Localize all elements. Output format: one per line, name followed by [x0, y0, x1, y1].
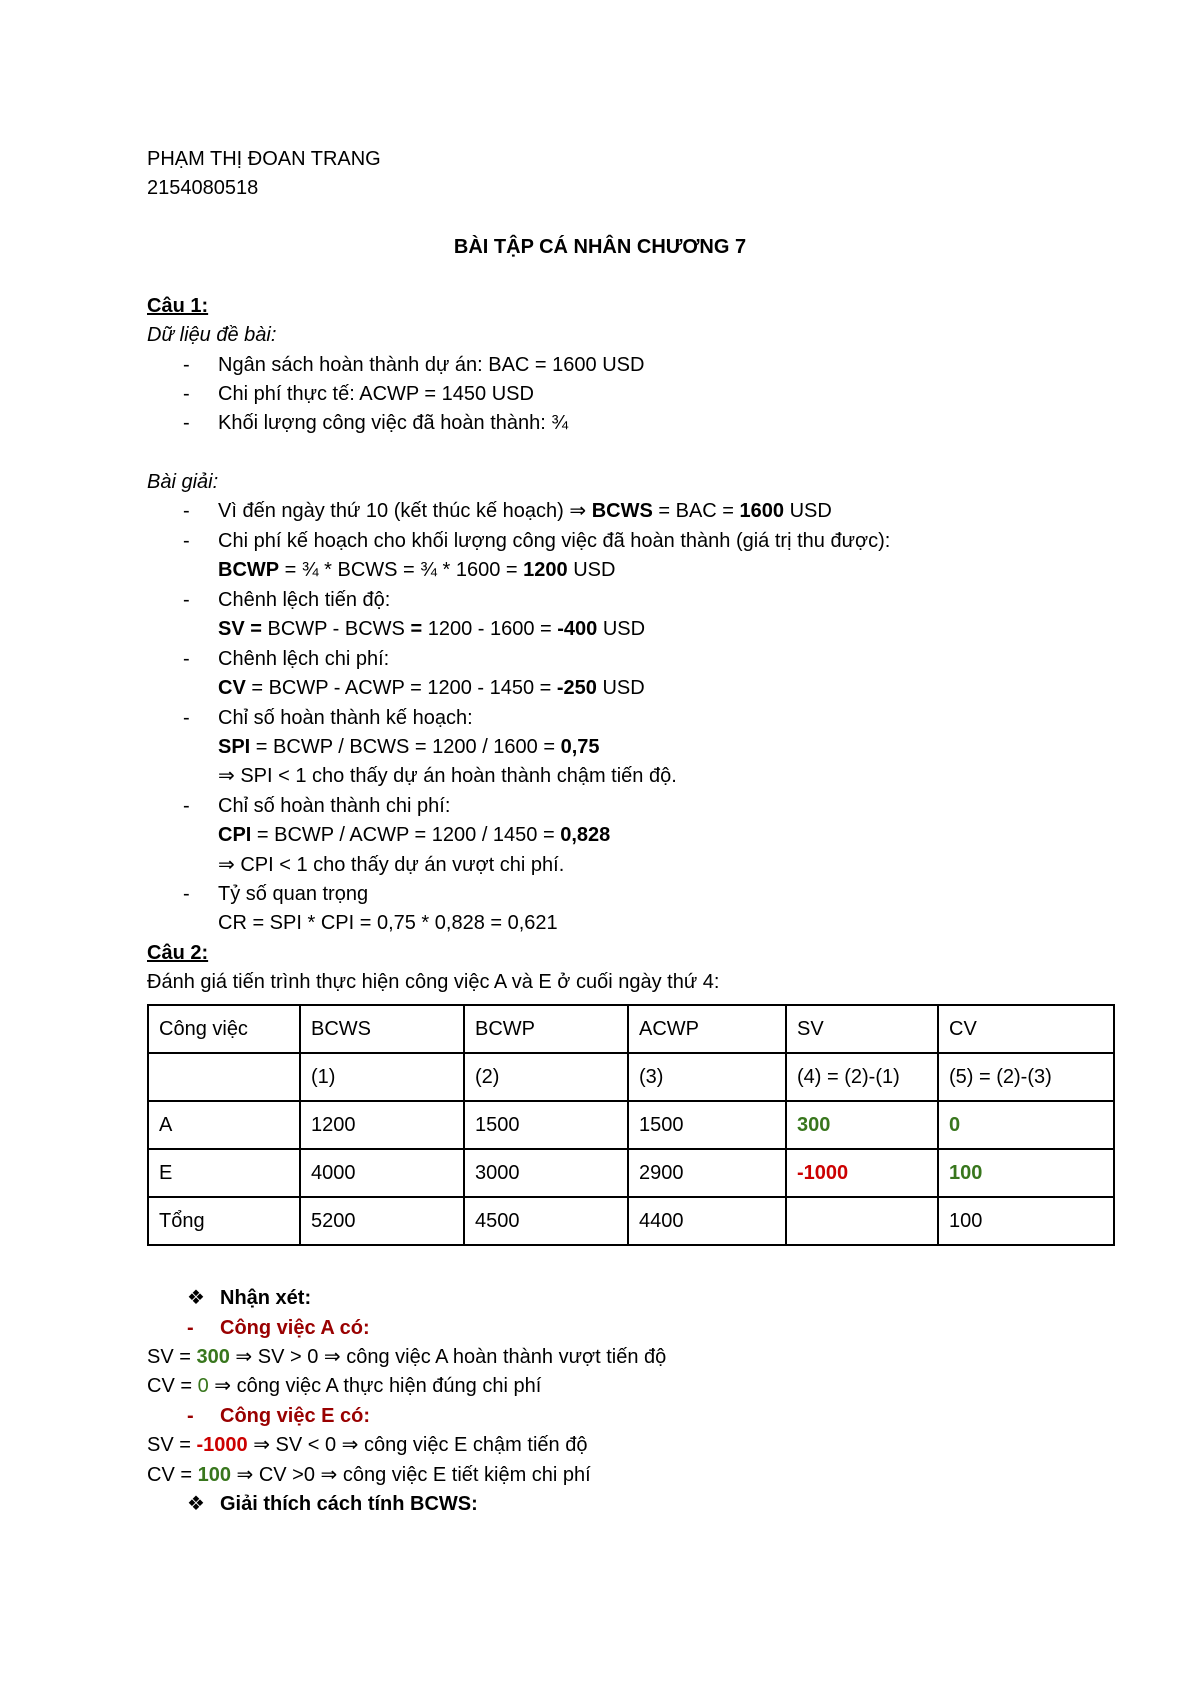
given-item: - Ngân sách hoàn thành dự án: BAC = 1600 USD	[183, 354, 645, 376]
table-cell: (2)	[464, 1053, 628, 1101]
table-cell: 1500	[464, 1101, 628, 1149]
solution-step-cpi-formula: CPI = BCWP / ACWP = 1200 / 1450 = 0,828	[218, 824, 611, 846]
table-cell	[786, 1197, 938, 1245]
solution-step-spi-note: ⇒ SPI < 1 cho thấy dự án hoàn thành chậm tiến độ.	[218, 765, 677, 787]
table-cell: 4000	[300, 1149, 464, 1197]
table-formula-row	[148, 1053, 1114, 1101]
table-cell: Tổng	[148, 1197, 300, 1245]
solution-label: Bài giải:	[147, 471, 219, 493]
table-cell: A	[148, 1101, 300, 1149]
explain-bcws-heading: ❖ Giải thích cách tính BCWS:	[187, 1493, 478, 1515]
table-cell	[148, 1053, 300, 1101]
solution-step-cv-formula: CV = BCWP - ACWP = 1200 - 1450 = -250 USD	[218, 677, 645, 699]
document-title: BÀI TẬP CÁ NHÂN CHƯƠNG 7	[453, 236, 747, 258]
table-total-row	[148, 1197, 1114, 1245]
table-cell: 4400	[628, 1197, 786, 1245]
solution-step-cr-title: - Tỷ số quan trọng	[183, 883, 369, 905]
table-header-cell: BCWP	[464, 1005, 628, 1053]
table-header-cell: BCWS	[300, 1005, 464, 1053]
solution-step-cpi-note: ⇒ CPI < 1 cho thấy dự án vượt chi phí.	[218, 854, 565, 876]
table-cell-sv: 300	[786, 1101, 938, 1149]
solution-step-sv-title: - Chênh lệch tiến độ:	[183, 589, 391, 611]
table-cell: 3000	[464, 1149, 628, 1197]
question-1-heading: Câu 1:	[147, 295, 209, 317]
student-id: 2154080518	[147, 177, 259, 199]
job-a-heading: - Công việc A có:	[187, 1317, 370, 1339]
table-cell: 1200	[300, 1101, 464, 1149]
table-cell: (1)	[300, 1053, 464, 1101]
solution-step-cpi-title: - Chỉ số hoàn thành chi phí:	[183, 795, 451, 817]
table-header-cell: SV	[786, 1005, 938, 1053]
job-e-cv-line: CV = 100 ⇒ CV >0 ⇒ công việc E tiết kiệm chi phí	[147, 1464, 591, 1486]
table-header-cell: ACWP	[628, 1005, 786, 1053]
solution-step-spi-title: - Chỉ số hoàn thành kế hoạch:	[183, 707, 473, 729]
comment-heading: ❖ Nhận xét:	[187, 1287, 312, 1309]
given-item: - Chi phí thực tế: ACWP = 1450 USD	[183, 383, 534, 405]
table-cell: 2900	[628, 1149, 786, 1197]
solution-step-spi-formula: SPI = BCWP / BCWS = 1200 / 1600 = 0,75	[218, 736, 600, 758]
job-a-cv-line: CV = 0 ⇒ công việc A thực hiện đúng chi phí	[147, 1375, 542, 1397]
table-cell-cv: 0	[938, 1101, 1114, 1149]
table-cell: 4500	[464, 1197, 628, 1245]
table-header-cell: CV	[938, 1005, 1114, 1053]
table-cell: (5) = (2)-(3)	[938, 1053, 1114, 1101]
table-header-cell: Công việc	[148, 1005, 300, 1053]
table-row	[148, 1149, 1114, 1197]
job-e-heading: - Công việc E có:	[187, 1405, 371, 1427]
table-cell-cv: 100	[938, 1149, 1114, 1197]
diamond-bullet-icon: ❖	[187, 1493, 205, 1515]
question-2-intro: Đánh giá tiến trình thực hiện công việc A và E ở cuối ngày thứ 4:	[147, 971, 720, 993]
solution-step-cv-title: - Chênh lệch chi phí:	[183, 648, 390, 670]
table-cell-sv: -1000	[786, 1149, 938, 1197]
question-2-heading: Câu 2:	[147, 942, 209, 964]
student-name: PHẠM THỊ ĐOAN TRANG	[147, 148, 381, 170]
solution-step-bcws: - Vì đến ngày thứ 10 (kết thúc kế hoạch) ⇒ BCWS = BAC = 1600 USD	[183, 500, 832, 522]
table-cell: (3)	[628, 1053, 786, 1101]
evm-table	[147, 1004, 1115, 1246]
table-cell: E	[148, 1149, 300, 1197]
solution-step-cr-formula: CR = SPI * CPI = 0,75 * 0,828 = 0,621	[218, 912, 558, 934]
solution-step-sv-formula: SV = BCWP - BCWS = 1200 - 1600 = -400 USD	[218, 618, 646, 640]
given-data-label: Dữ liệu đề bài:	[147, 324, 277, 346]
table-cell: 100	[938, 1197, 1114, 1245]
job-a-sv-line: SV = 300 ⇒ SV > 0 ⇒ công việc A hoàn thành vượt tiến độ	[147, 1346, 667, 1368]
given-item: - Khối lượng công việc đã hoàn thành: ¾	[183, 412, 569, 434]
table-cell: (4) = (2)-(1)	[786, 1053, 938, 1101]
diamond-bullet-icon: ❖	[187, 1287, 205, 1309]
solution-step-bcwp-title: - Chi phí kế hoạch cho khối lượng công việc đã hoàn thành (giá trị thu được):	[183, 530, 891, 552]
solution-step-bcwp-formula: BCWP = ¾ * BCWS = ¾ * 1600 = 1200 USD	[218, 559, 616, 581]
table-row	[148, 1101, 1114, 1149]
table-cell: 5200	[300, 1197, 464, 1245]
table-header-row	[148, 1005, 1114, 1053]
job-e-sv-line: SV = -1000 ⇒ SV < 0 ⇒ công việc E chậm tiến độ	[147, 1434, 588, 1456]
table-cell: 1500	[628, 1101, 786, 1149]
